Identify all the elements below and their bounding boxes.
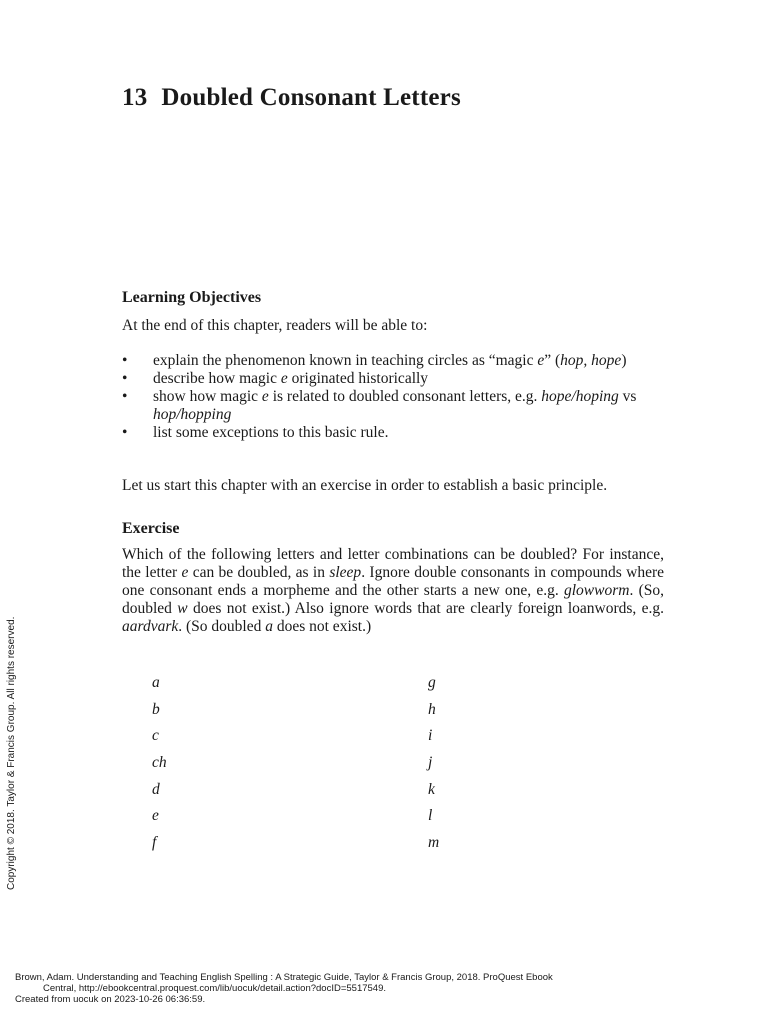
objective-item: • list some exceptions to this basic rule. <box>122 424 389 441</box>
bullet-icon: • <box>122 388 128 405</box>
letter-item: k <box>428 780 435 798</box>
lead-paragraph: Let us start this chapter with an exercise in order to establish a basic principle. <box>122 477 608 494</box>
letter-item: i <box>428 727 433 745</box>
objective-item: • show how magic e is related to doubled consonant letters, e.g. hope/hoping vs hop/hopping <box>122 388 637 423</box>
letter-item: e <box>152 807 159 825</box>
copyright-notice: Copyright © 2018. Taylor & Francis Group. All rights reserved. <box>6 616 17 890</box>
objectives-intro: At the end of this chapter, readers will be able to: <box>122 317 428 334</box>
letter-item: d <box>152 780 160 798</box>
letter-column-left <box>152 674 167 861</box>
letter-item: h <box>428 700 436 718</box>
objective-item: • describe how magic e originated historically <box>122 370 429 387</box>
chapter-title-text: Doubled Consonant Letters <box>161 84 461 111</box>
exercise-heading: Exercise <box>122 520 180 537</box>
exercise-paragraph: Which of the following letters and letter combinations can be doubled? For instance, the letter e can be doubled, as in sleep. Ignore double consonants in compounds where one consonant ends a morpheme and the other starts a new one, e.g. glowworm. (So, doubled w does not exist.) Also ignore words that are clearly foreign loanwords, e.g. aardvark. (So doubled a does not exist.) <box>122 546 665 635</box>
bullet-icon: • <box>122 352 128 369</box>
letter-item: m <box>428 834 440 852</box>
letter-item: c <box>152 727 159 745</box>
letter-column-right <box>428 674 439 861</box>
letter-item: l <box>428 807 433 825</box>
citation-footer <box>15 972 735 1005</box>
footer-line: Central, http://ebookcentral.proquest.com/lib/uocuk/detail.action?docID=5517549. <box>43 983 387 994</box>
letter-item: g <box>428 674 436 691</box>
letter-item: ch <box>152 754 167 772</box>
footer-line: Brown, Adam. Understanding and Teaching English Spelling : A Strategic Guide, Taylor & Francis Group, 2018. ProQuest Ebook <box>15 972 553 983</box>
chapter-number: 13 <box>122 84 148 111</box>
letter-item: a <box>152 674 160 691</box>
letter-item: b <box>152 700 160 718</box>
letter-item: f <box>152 834 157 852</box>
chapter-title <box>122 84 461 112</box>
objectives-list <box>122 352 664 442</box>
bullet-icon: • <box>122 424 128 441</box>
learning-objectives-heading: Learning Objectives <box>122 289 262 306</box>
letter-item: j <box>428 754 433 772</box>
objective-item: • explain the phenomenon known in teaching circles as “magic e” (hop, hope) <box>122 352 627 369</box>
bullet-icon: • <box>122 370 128 387</box>
footer-line: Created from uocuk on 2023-10-26 06:36:59. <box>15 994 206 1005</box>
